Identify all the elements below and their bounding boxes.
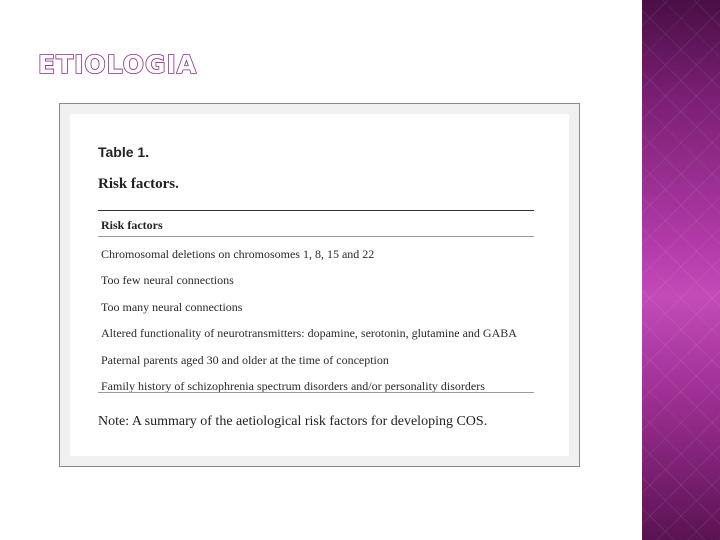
- table-row: Altered functionality of neurotransmitters: dopamine, serotonin, glutamine and GABA: [101, 326, 517, 341]
- table-note: Note: A summary of the aetiological risk factors for developing COS.: [98, 414, 488, 429]
- table-top-rule: [98, 210, 534, 211]
- table-column-header: Risk factors: [101, 218, 163, 232]
- table-bottom-rule: [98, 392, 534, 393]
- table-row: Too many neural connections: [101, 299, 243, 314]
- decorative-side-panel: [642, 0, 720, 540]
- table-label: Table 1.: [98, 144, 150, 160]
- table-row: Paternal parents aged 30 and older at the time of conception: [101, 352, 389, 367]
- slide-title: ETIOLOGIA: [38, 50, 198, 79]
- table-header-rule: [98, 236, 534, 237]
- table-image: [59, 103, 580, 467]
- table-caption: Risk factors.: [98, 176, 179, 192]
- risk-factor-list: [101, 241, 541, 399]
- table-content: [70, 114, 569, 456]
- table-row: Too few neural connections: [101, 273, 234, 288]
- table-row: Chromosomal deletions on chromosomes 1, 8, 15 and 22: [101, 247, 375, 261]
- table-row: Family history of schizophrenia spectrum disorders and/or personality disorders: [101, 378, 485, 393]
